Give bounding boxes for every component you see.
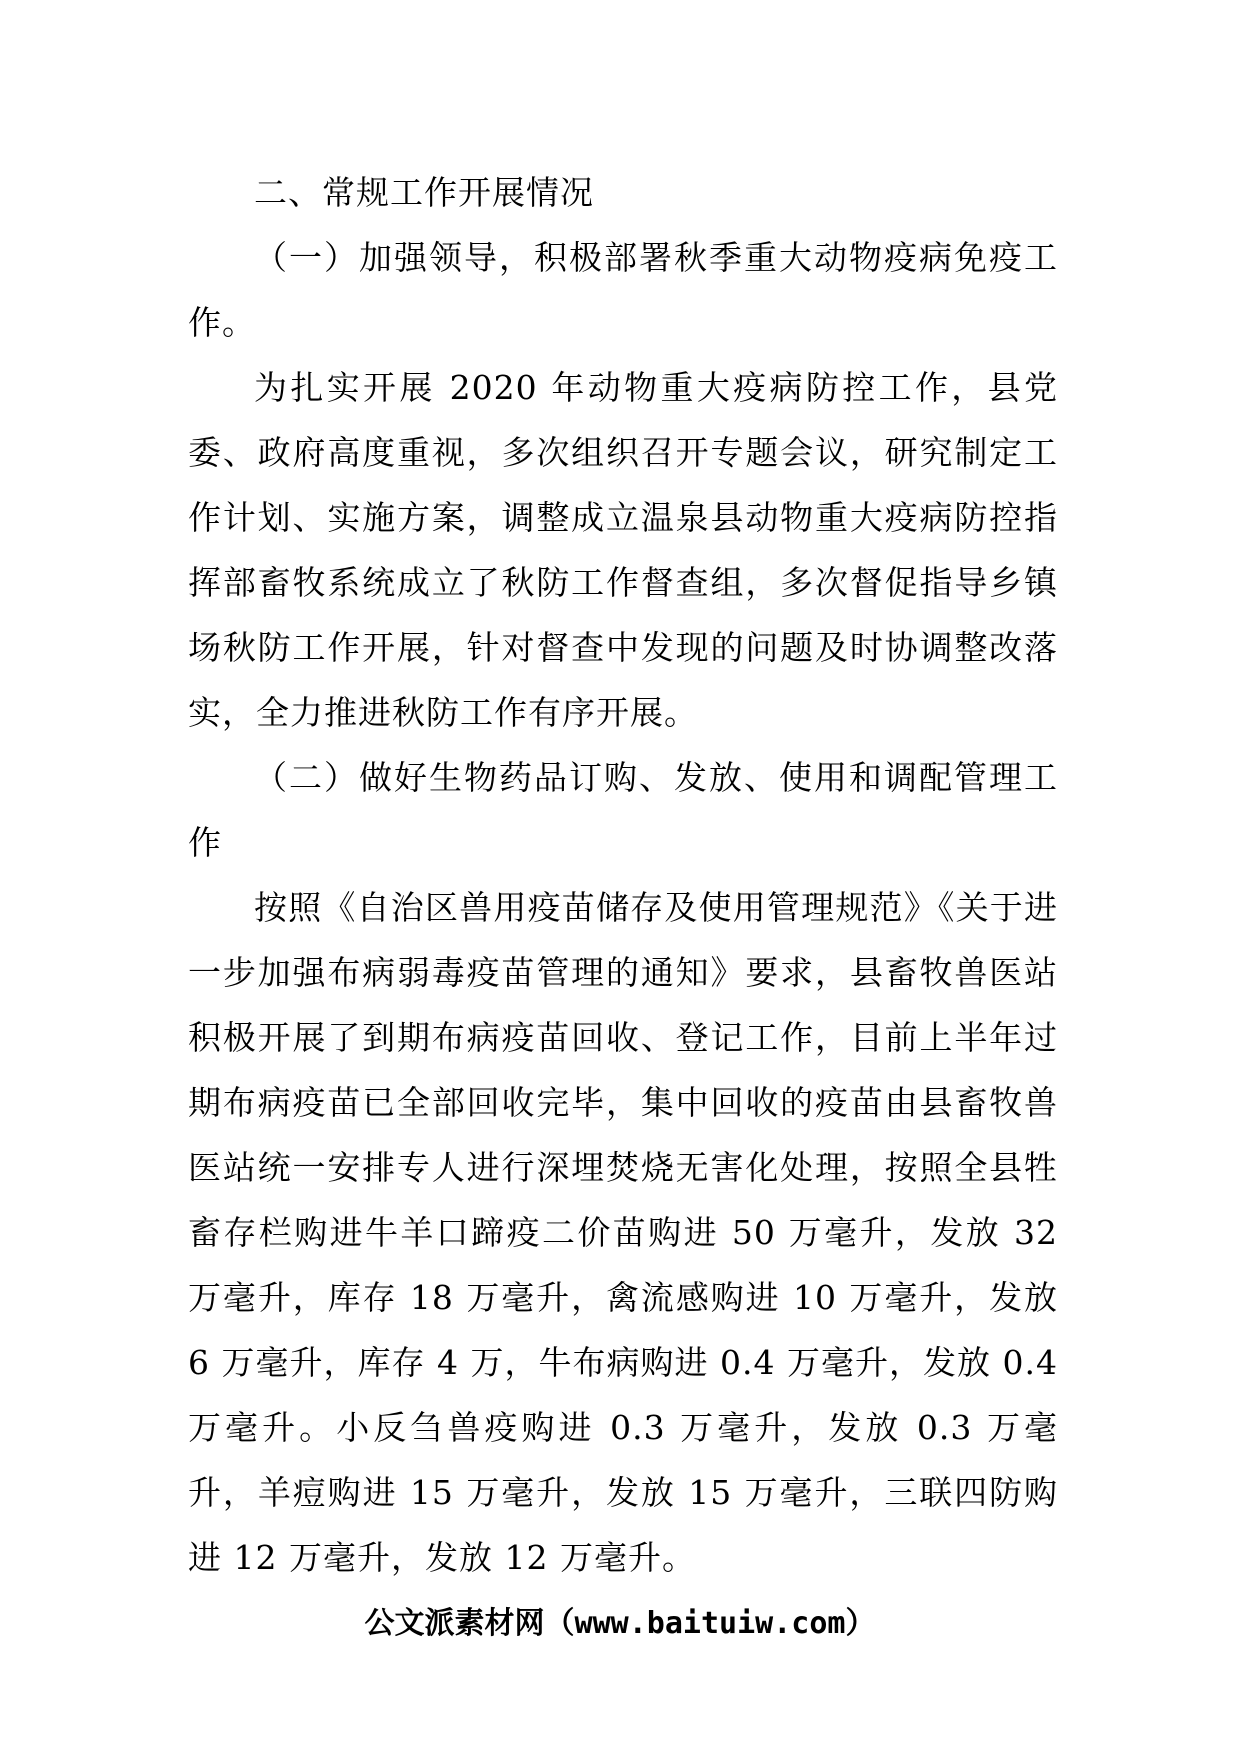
- subsection-heading-1: （一）加强领导，积极部署秋季重大动物疫病免疫工作。: [188, 238, 1058, 342]
- document-body: [188, 160, 1070, 1590]
- section-heading: 二、常规工作开展情况: [254, 173, 594, 212]
- body-paragraph-2: 按照《自治区兽用疫苗储存及使用管理规范》《关于进一步加强布病弱毒疫苗管理的通知》要求，县畜牧兽医站积极开展了到期布病疫苗回收、登记工作，目前上半年过期布病疫苗已全部回收完毕，集中回收的疫苗由县畜牧兽医站统一安排专人进行深埋焚烧无害化处理，按照全县牲畜存栏购进牛羊口蹄疫二价苗购进 50 万毫升，发放 32 万毫升，库存 18 万毫升，禽流感购进 10 万毫升，发放 6 万毫升，库存 4 万，牛布病购进 0.4 万毫升，发放 0.4 万毫升。小反刍兽疫购进 0.3 万毫升，发放 0.3 万毫升，羊痘购进 15 万毫升，发放 15 万毫升，三联四防购进 12 万毫升，发放 12 万毫升。: [188, 888, 1070, 1577]
- subsection-heading-2: （二）做好生物药品订购、发放、使用和调配管理工作: [188, 758, 1058, 862]
- body-paragraph-1: 为扎实开展 2020 年动物重大疫病防控工作，县党委、政府高度重视，多次组织召开专题会议，研究制定工作计划、实施方案，调整成立温泉县动物重大疫病防控指挥部畜牧系统成立了秋防工作督查组，多次督促指导乡镇场秋防工作开展，针对督查中发现的问题及时协调整改落实，全力推进秋防工作有序开展。: [188, 368, 1058, 732]
- footer-watermark: 公文派素材网（www.baituiw.com）: [364, 1606, 876, 1641]
